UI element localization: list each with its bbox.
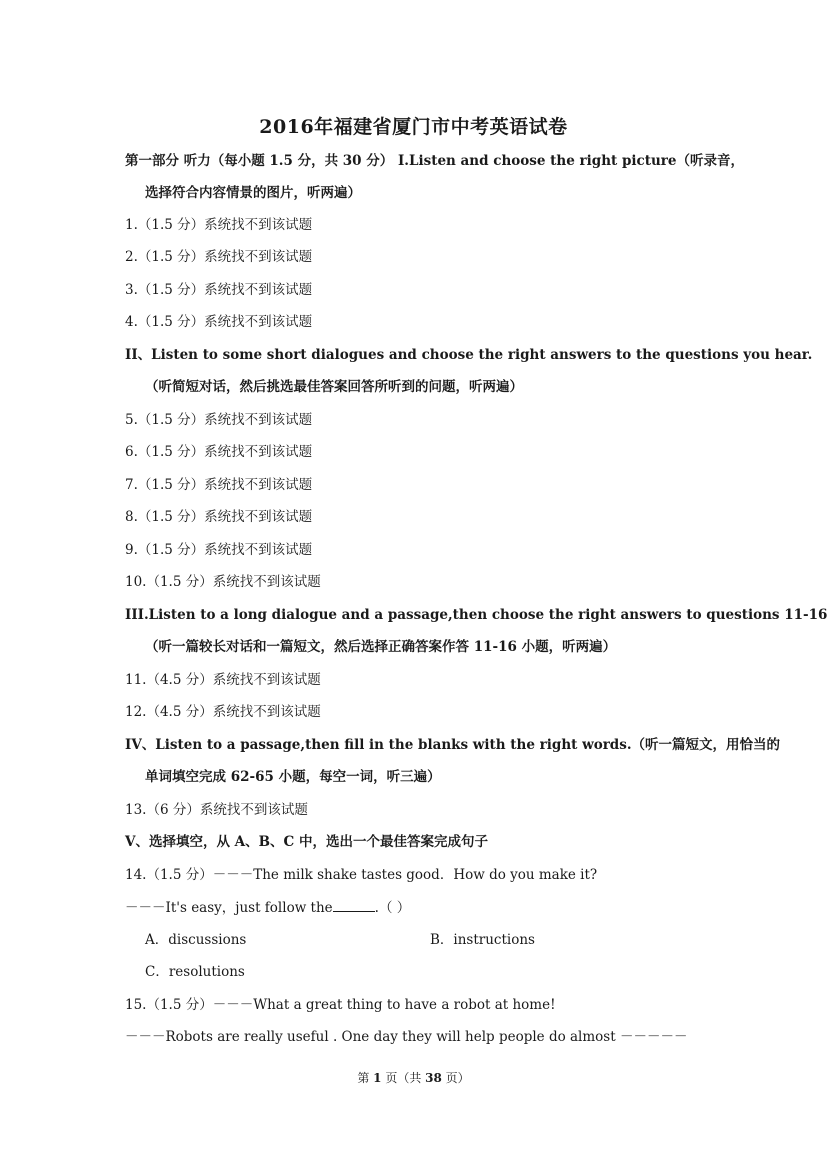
question-14-reply xyxy=(125,897,410,918)
question-8: 8.（1.5 分）系统找不到该试题 xyxy=(125,509,313,525)
page-number: 1 xyxy=(373,1071,382,1085)
question-9: 9.（1.5 分）系统找不到该试题 xyxy=(125,542,313,558)
question-14-reply-suffix: .（ ） xyxy=(374,900,411,916)
question-1: 1.（1.5 分）系统找不到该试题 xyxy=(125,217,313,233)
section5-heading: V、选择填空，从 A、B、C 中，选出一个最佳答案完成句子 xyxy=(125,834,489,850)
footer-suffix: 页） xyxy=(441,1071,470,1085)
section2-heading-line2: （听简短对话，然后挑选最佳答案回答所听到的问题，听两遍） xyxy=(145,379,523,395)
exam-title: 2016年福建省厦门市中考英语试卷 xyxy=(259,116,568,138)
option-a: A．discussions xyxy=(145,932,247,948)
footer-middle: 页（共 xyxy=(381,1071,426,1085)
footer-prefix: 第 xyxy=(357,1071,374,1085)
answer-blank xyxy=(333,897,375,912)
section3-heading-line1: III.Listen to a long dialogue and a passage,then choose the right answers to questions 11-16 xyxy=(125,607,827,623)
question-14-reply-prefix: －－－It's easy，just follow the xyxy=(125,900,333,916)
question-7: 7.（1.5 分）系统找不到该试题 xyxy=(125,477,313,493)
question-5: 5.（1.5 分）系统找不到该试题 xyxy=(125,412,313,428)
question-2: 2.（1.5 分）系统找不到该试题 xyxy=(125,249,313,265)
section4-heading-line2: 单词填空完成 62-65 小题，每空一词，听三遍） xyxy=(145,769,441,785)
option-b: B．instructions xyxy=(430,932,535,948)
question-11: 11.（4.5 分）系统找不到该试题 xyxy=(125,672,321,688)
total-pages: 38 xyxy=(425,1071,442,1085)
part1-heading-line2: 选择符合内容情景的图片，听两遍） xyxy=(145,185,361,201)
question-15-reply: －－－Robots are really useful . One day they will help people do almost －－－－－ xyxy=(125,1029,688,1045)
question-12: 12.（4.5 分）系统找不到该试题 xyxy=(125,704,321,720)
question-15-stem: 15.（1.5 分）－－－What a great thing to have a robot at home! xyxy=(125,997,556,1013)
section3-heading-line2: （听一篇较长对话和一篇短文，然后选择正确答案作答 11-16 小题，听两遍） xyxy=(145,639,617,655)
page-footer xyxy=(0,1069,827,1086)
section4-heading-line1: IV、Listen to a passage,then fill in the blanks with the right words.（听一篇短文，用恰当的 xyxy=(125,737,781,753)
question-10: 10.（1.5 分）系统找不到该试题 xyxy=(125,574,321,590)
question-6: 6.（1.5 分）系统找不到该试题 xyxy=(125,444,313,460)
question-4: 4.（1.5 分）系统找不到该试题 xyxy=(125,314,313,330)
question-3: 3.（1.5 分）系统找不到该试题 xyxy=(125,282,313,298)
option-c: C．resolutions xyxy=(145,964,245,980)
question-14-stem: 14.（1.5 分）－－－The milk shake tastes good．How do you make it? xyxy=(125,867,598,883)
section2-heading-line1: II、Listen to some short dialogues and choose the right answers to the questions you hear. xyxy=(125,347,813,363)
question-13: 13.（6 分）系统找不到该试题 xyxy=(125,802,308,818)
part1-heading-line1: 第一部分 听力（每小题 1.5 分，共 30 分） I.Listen and choose the right picture（听录音， xyxy=(125,153,744,169)
